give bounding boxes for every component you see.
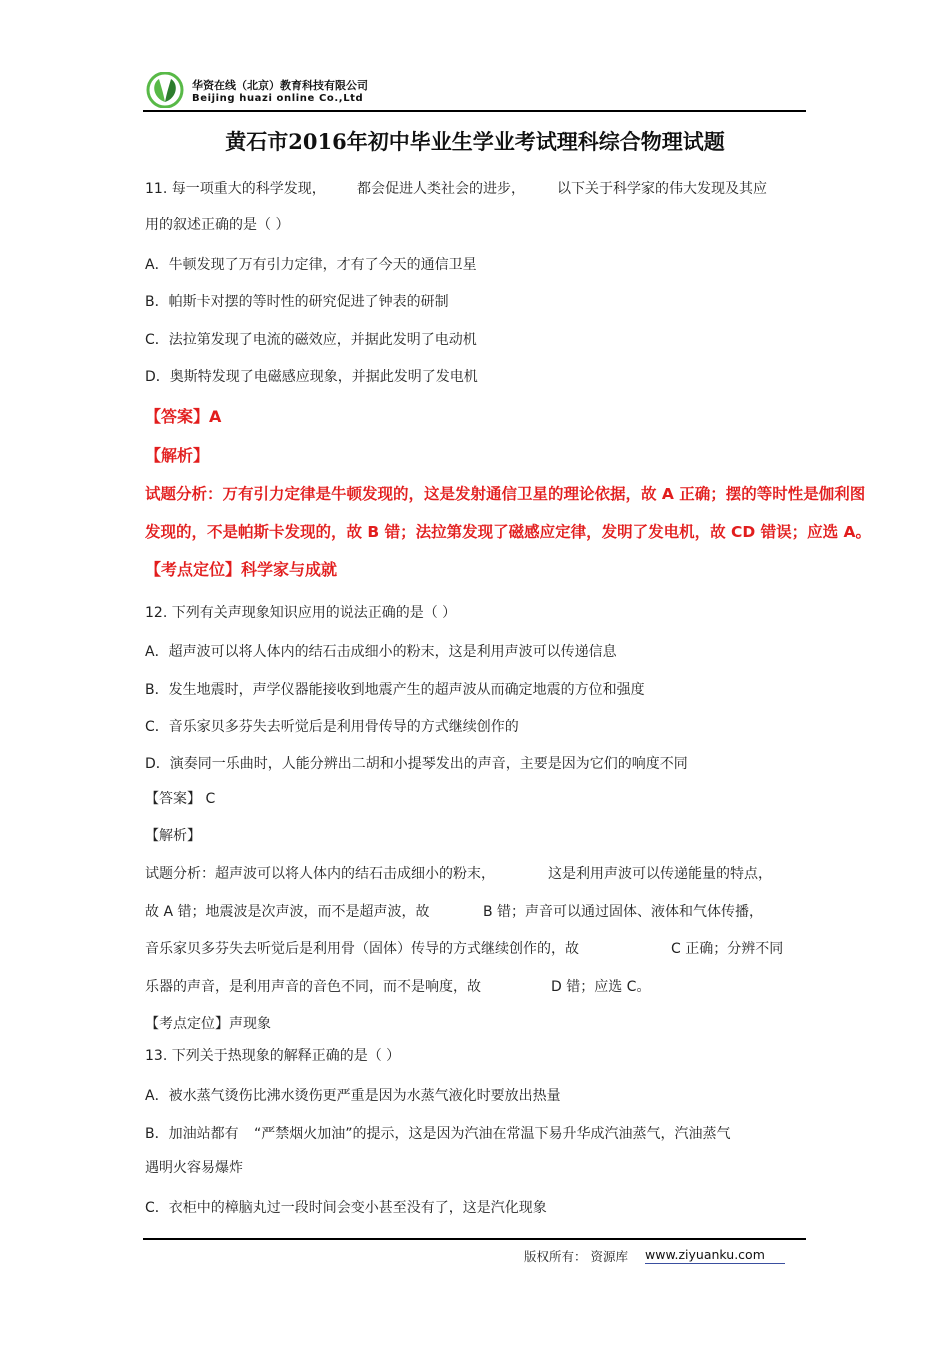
q12-analysis-3a: 音乐家贝多芬失去听觉后是利用骨（固体）传导的方式继续创作的，故 (145, 941, 579, 957)
q12-analysis-4a: 乐器的声音，是利用声音的音色不同，而不是响度，故 (145, 979, 481, 995)
q11-kaodian: 【考点定位】科学家与成就 (145, 560, 338, 579)
footer-rule (143, 1238, 806, 1240)
q13-option-b-part1: B．加油站都有 (145, 1126, 239, 1142)
q12-analysis-1a: 试题分析：超声波可以将人体内的结石击成细小的粉末， (145, 866, 495, 882)
q13-option-a: A．被水蒸气烫伤比沸水烫伤更严重是因为水蒸气液化时要放出热量 (145, 1088, 561, 1104)
q12-analysis-2a: 故 A 错；地震波是次声波，而不是超声波，故 (145, 904, 430, 920)
page-title: 黄石市2016年初中毕业生学业考试理科综合物理试题 (225, 129, 725, 154)
q11-option-c: C．法拉第发现了电流的磁效应，并据此发明了电动机 (145, 332, 477, 348)
q11-option-b: B．帕斯卡对摆的等时性的研究促进了钟表的研制 (145, 294, 449, 310)
q12-analysis-3b: C 正确；分辨不同 (671, 941, 784, 957)
q13-option-b-part2: “严禁烟火加油”的提示，这是因为汽油在常温下易升华成汽油蒸气，汽油蒸气 (254, 1126, 731, 1142)
q11-stem-part2: 都会促进人类社会的进步， (357, 181, 525, 197)
q11-answer: 【答案】A (145, 407, 222, 426)
q11-stem-line2: 用的叙述正确的是（ ） (145, 217, 290, 233)
q11-option-d: D．奥斯特发现了电磁感应现象，并据此发明了发电机 (145, 369, 478, 385)
q12-stem: 12. 下列有关声现象知识应用的说法正确的是（ ） (145, 605, 457, 621)
header-rule (143, 110, 806, 112)
company-logo-icon (145, 72, 185, 108)
q12-option-b: B．发生地震时，声学仪器能接收到地震产生的超声波从而确定地震的方位和强度 (145, 682, 645, 698)
q12-kaodian: 【考点定位】声现象 (145, 1016, 271, 1032)
company-name-cn: 华资在线（北京）教育科技有限公司 (192, 79, 368, 92)
q12-analysis-1b: 这是利用声波可以传递能量的特点， (548, 866, 772, 882)
q12-option-a: A．超声波可以将人体内的结石击成细小的粉末，这是利用声波可以传递信息 (145, 644, 617, 660)
q12-analysis-label: 【解析】 (145, 828, 201, 844)
q12-analysis-2b: B 错；声音可以通过固体、液体和气体传播， (483, 904, 764, 920)
q11-option-a: A．牛顿发现了万有引力定律，才有了今天的通信卫星 (145, 257, 477, 273)
q13-option-c: C．衣柜中的樟脑丸过一段时间会变小甚至没有了，这是汽化现象 (145, 1200, 547, 1216)
q13-option-b-line2: 遇明火容易爆炸 (145, 1160, 243, 1176)
q11-stem-part3: 以下关于科学家的伟大发现及其应 (557, 181, 767, 197)
q11-analysis-line1: 试题分析：万有引力定律是牛顿发现的，这是发射通信卫星的理论依据，故 A 正确；摆的等时性是伽利图 (145, 485, 866, 503)
footer-site-link[interactable]: www.ziyuanku.com (645, 1247, 765, 1262)
q13-stem: 13. 下列关于热现象的解释正确的是（ ） (145, 1048, 401, 1064)
q11-analysis-line2: 发现的，不是帕斯卡发现的，故 B 错；法拉第发现了磁感应定律，发明了发电机，故 CD 错误；应选 A。 (145, 523, 872, 541)
q12-analysis-4b: D 错；应选 C。 (551, 979, 651, 995)
q12-answer: 【答案】 C (145, 791, 216, 807)
company-name-en: Beijing huazi online Co.,Ltd (192, 93, 364, 104)
footer-link-underline (645, 1263, 785, 1264)
footer-copyright: 版权所有： 资源库 (524, 1249, 628, 1264)
q12-option-c: C．音乐家贝多芬失去听觉后是利用骨传导的方式继续创作的 (145, 719, 519, 735)
q12-option-d: D．演奏同一乐曲时，人能分辨出二胡和小提琴发出的声音，主要是因为它们的响度不同 (145, 756, 688, 772)
q11-stem-part1: 11. 每一项重大的科学发现， (145, 181, 326, 197)
q11-analysis-label: 【解析】 (145, 446, 210, 465)
